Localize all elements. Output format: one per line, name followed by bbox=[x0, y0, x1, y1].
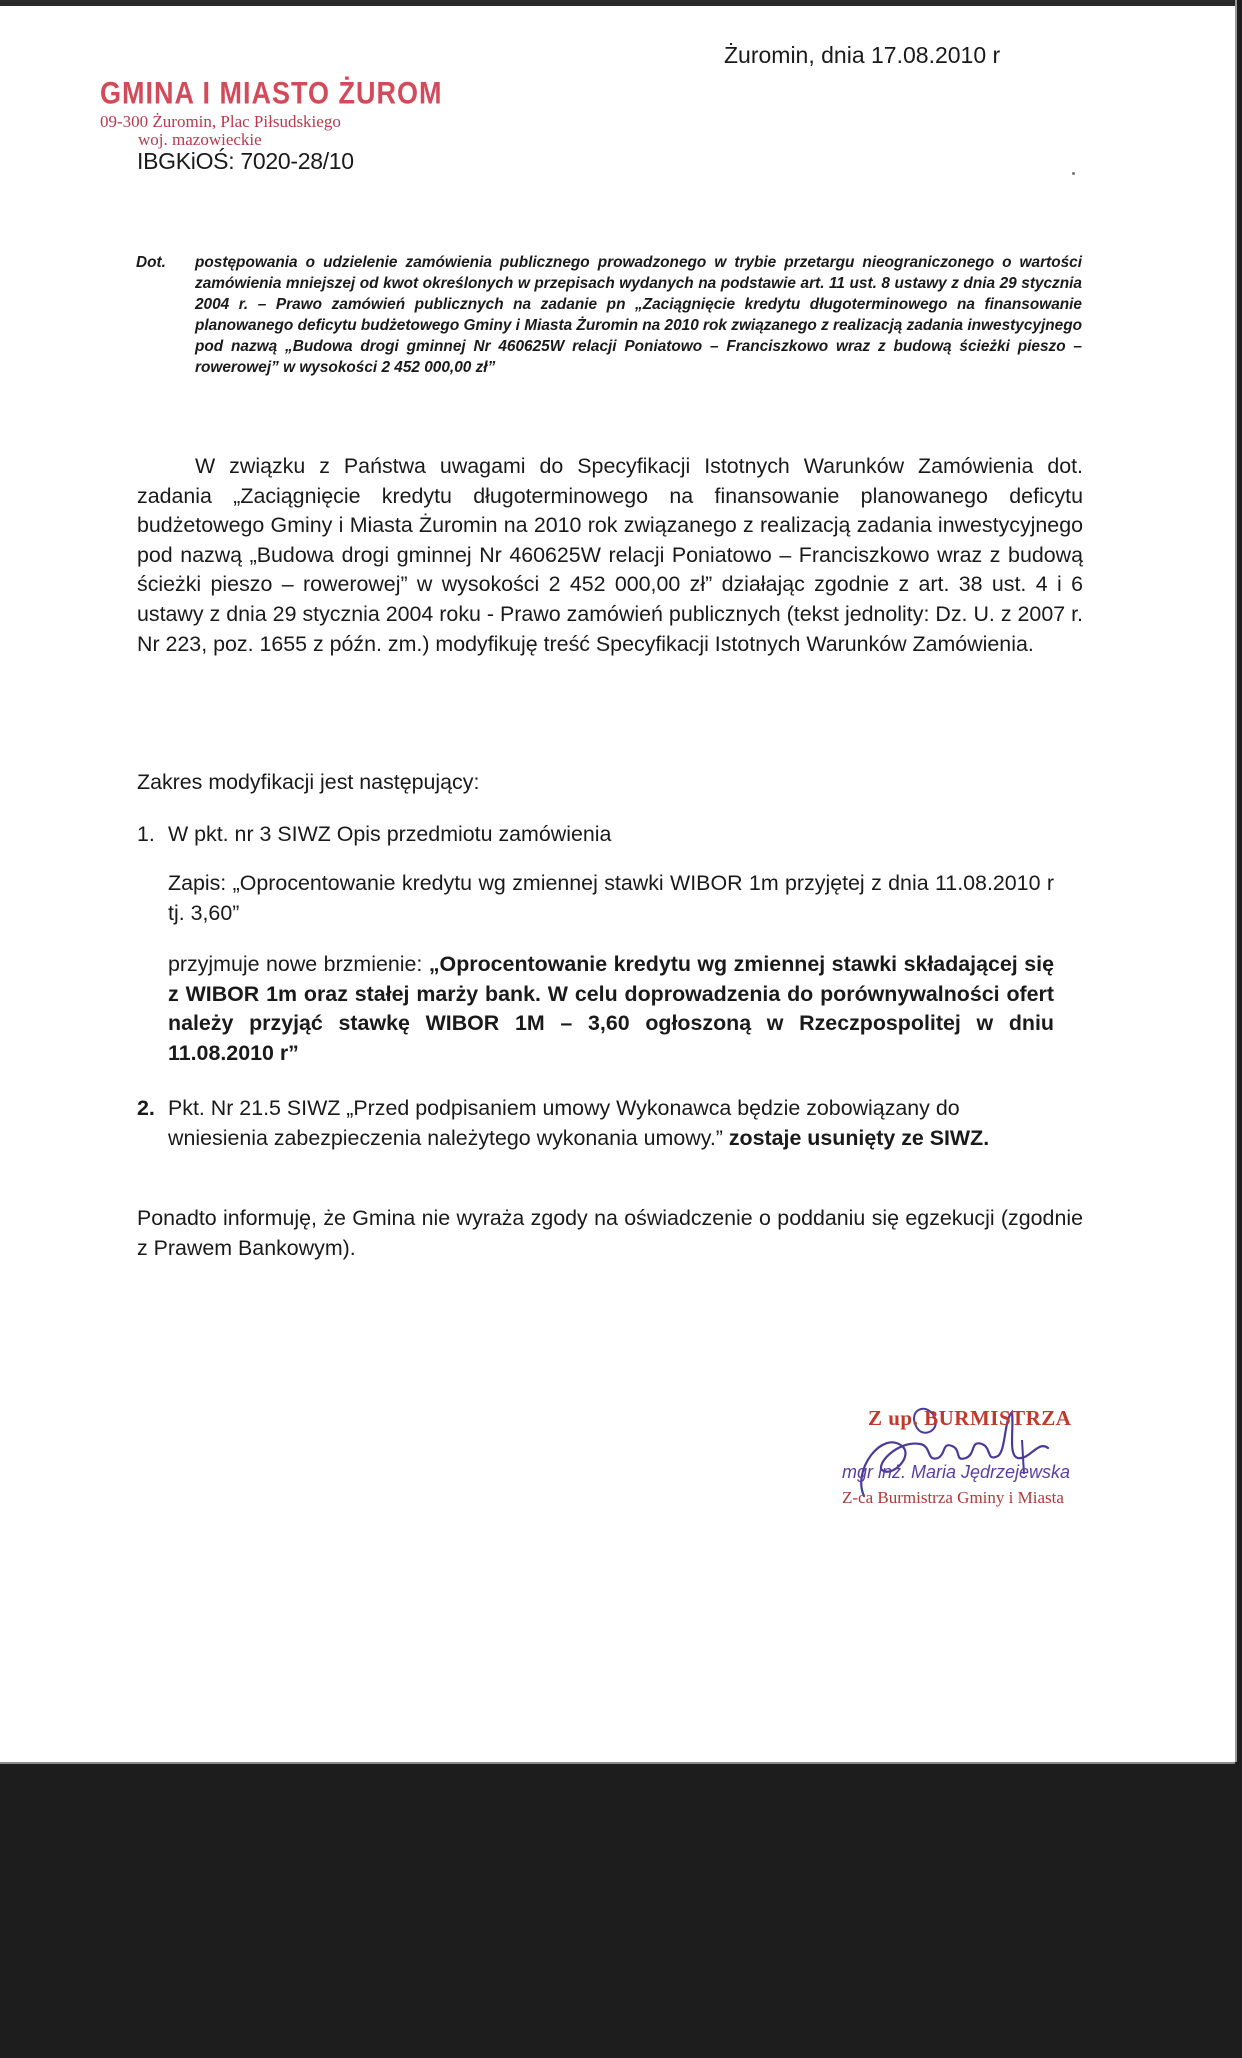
signatory-role: Z-ca Burmistrza Gminy i Miasta bbox=[842, 1488, 1064, 1507]
list-item-number: 1. bbox=[137, 822, 155, 846]
removed-clause: Pkt. Nr 21.5 SIWZ „Przed podpisaniem umowy Wykonawca będzie zobowiązany do wniesienia zabezpieczenia należytego wykonania umowy.” bbox=[168, 1096, 960, 1150]
reference-number: IBGKiOŚ: 7020-28/10 bbox=[137, 148, 354, 174]
place-and-date: Żuromin, dnia 17.08.2010 r bbox=[724, 42, 1001, 68]
stamp-address: 09-300 Żuromin, Plac Piłsudskiego bbox=[100, 112, 341, 131]
subject-text: postępowania o udzielenie zamówienia publicznego prowadzonego w trybie przetargu nieograniczonego o wartości zamówienia mniejszej od kwot określonych w przepisach wydanych na podstawie art. 11 ust. 8 ustawy z dnia 29 stycznia 2004 r. – Prawo zamówień publicznych na zadanie pn „Zaciągnięcie kredytu długoterminowego na finansowanie planowanego deficytu budżetowego Gminy i Miasta Żuromin na 2010 rok związanego z realizacją zadania inwestycyjnego pod nazwą „Budowa drogi gminnej Nr 460625W relacji Poniatowo – Franciszkowo wraz z budową ścieżki pieszo – rowerowej” w wysokości 2 452 000,00 zł” bbox=[195, 254, 1082, 376]
original-record: Zapis: „Oprocentowanie kredytu wg zmiennej stawki WIBOR 1m przyjętej z dnia 11.08.2010 r tj. 3,60” bbox=[168, 871, 1054, 925]
removed-clause-status: zostaje usunięty ze SIWZ. bbox=[722, 1125, 990, 1150]
signature-block bbox=[842, 1400, 1112, 1530]
list-item-heading: W pkt. nr 3 SIWZ Opis przedmiotu zamówienia bbox=[168, 822, 612, 846]
signature-title: Z up. BURMISTRZA bbox=[868, 1406, 1072, 1430]
signatory-name: mgr inż. Maria Jędrzejewska bbox=[842, 1462, 1071, 1482]
subject-block bbox=[136, 252, 1082, 378]
new-wording-text: „Oprocentowanie kredytu wg zmiennej stawki składającej się z WIBOR 1m oraz stałej marży bank. W celu doprowadzenia do porównywalności ofert należy przyjąć stawkę WIBOR 1M – 3,60 ogłoszoną w Rzeczpospolitej w dniu 11.08.2010 r” bbox=[168, 952, 1054, 1065]
closing-paragraph: Ponadto informuję, że Gmina nie wyraża zgody na oświadczenie o poddaniu się egzekucji (zgodnie z Prawem Bankowym). bbox=[137, 1206, 1083, 1260]
stamp-region: woj. mazowieckie bbox=[138, 130, 262, 149]
scope-heading: Zakres modyfikacji jest następujący: bbox=[137, 770, 480, 794]
list-item-number: 2. bbox=[137, 1096, 155, 1120]
new-wording-lead: przyjmuje nowe brzmienie: bbox=[168, 952, 429, 976]
scan-speck bbox=[1072, 172, 1075, 175]
office-stamp bbox=[100, 76, 443, 149]
list-item-1 bbox=[137, 820, 1083, 850]
list-item-text bbox=[168, 1094, 1038, 1153]
subject-label: Dot. bbox=[136, 254, 166, 271]
scan-edge bbox=[0, 0, 1235, 6]
new-wording bbox=[168, 950, 1054, 1068]
stamp-office-name: GMINA I MIASTO ŻUROM bbox=[100, 76, 443, 111]
intro-paragraph: W związku z Państwa uwagami do Specyfikacji Istotnych Warunków Zamówienia dot. zadania „Zaciągnięcie kredytu długoterminowego na finansowanie planowanego deficytu budżetowego Gminy i Miasta Żuromin na 2010 rok związanego z realizacją zadania inwestycyjnego pod nazwą „Budowa drogi gminnej Nr 460625W relacji Poniatowo – Franciszkowo wraz z budową ścieżki pieszo – rowerowej” w wysokości 2 452 000,00 zł” działając zgodnie z art. 38 ust. 4 i 6 ustawy z dnia 29 stycznia 2004 roku - Prawo zamówień publicznych (tekst jednolity: Dz. U. z 2007 r. Nr 223, poz. 1655 z późn. zm.) modyfikuję treść Specyfikacji Istotnych Warunków Zamówienia. bbox=[137, 454, 1083, 656]
list-item-2 bbox=[137, 1094, 1083, 1153]
